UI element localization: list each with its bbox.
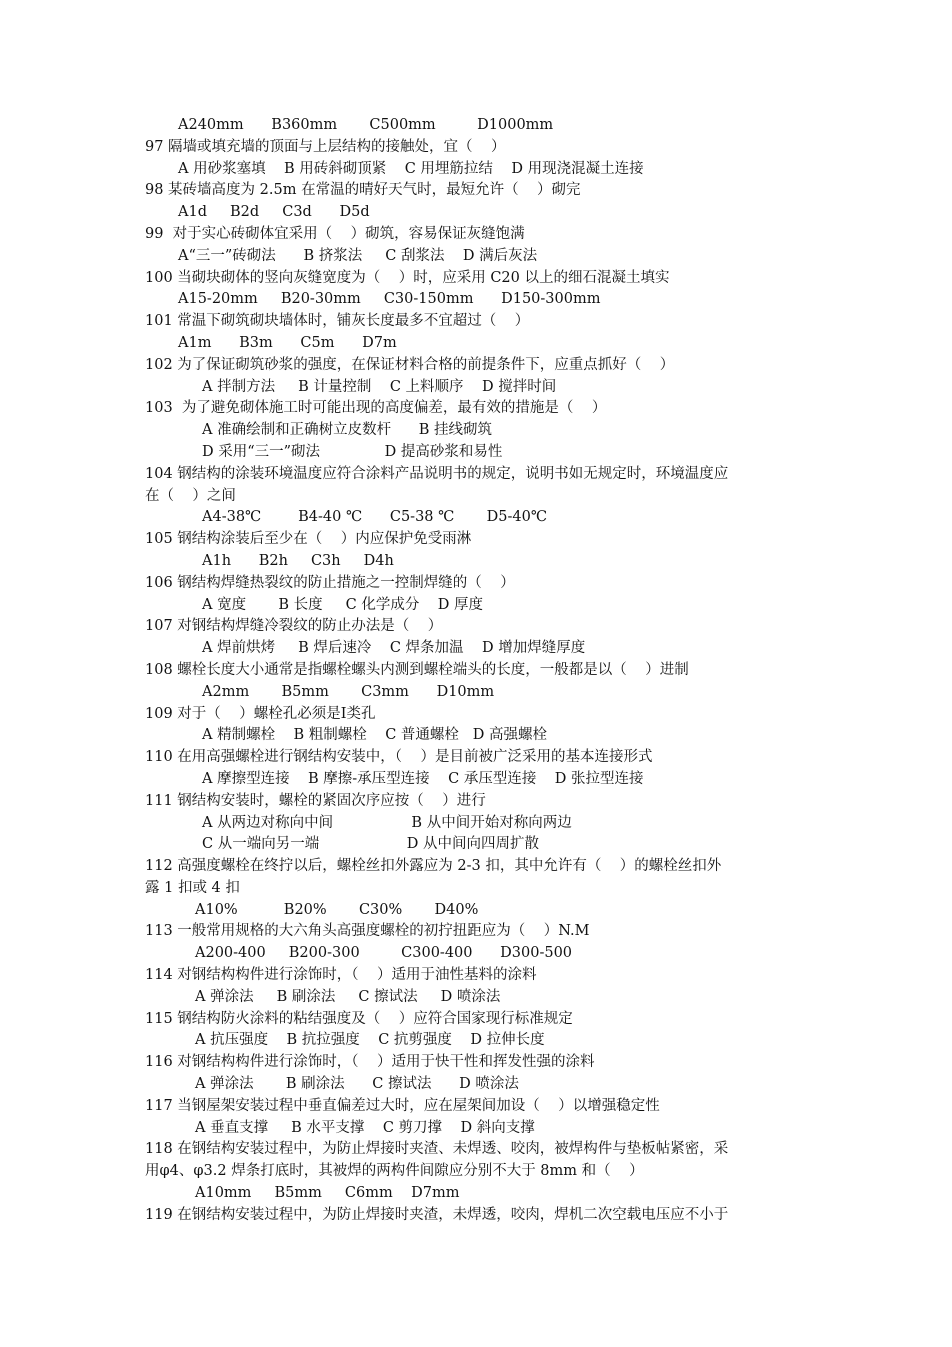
- options-line: C 从一端向另一端 D 从中间向四周扩散: [202, 836, 540, 853]
- question-line: 115 钢结构防火涂料的粘结强度及（ ）应符合国家现行标准规定: [145, 1010, 573, 1027]
- question-line: 113 一般常用规格的大六角头高强度螺栓的初拧扭距应为（ ）N.M: [145, 923, 590, 940]
- question-line: 98 某砖墙高度为 2.5m 在常温的晴好天气时，最短允许（ ）砌完: [145, 182, 581, 199]
- question-line: 114 对钢结构构件进行涂饰时，（ ）适用于油性基料的涂料: [145, 967, 537, 984]
- options-line: D 采用“三一”砌法 D 提高砂浆和易性: [202, 443, 503, 460]
- options-line: A1d B2d C3d D5d: [178, 204, 370, 221]
- options-line: A2mm B5mm C3mm D10mm: [202, 683, 495, 700]
- question-line: 101 常温下砌筑砌块墙体时，铺灰长度最多不宜超过（ ）: [145, 313, 530, 330]
- question-line: 119 在钢结构安装过程中，为防止焊接时夹渣，未焊透，咬肉，焊机二次空载电压应不小于: [145, 1206, 729, 1223]
- question-line: 在（ ）之间: [145, 487, 236, 504]
- question-line: 104 钢结构的涂装环境温度应符合涂料产品说明书的规定，说明书如无规定时，环境温度应: [145, 465, 729, 482]
- options-line: A 宽度 B 长度 C 化学成分 D 厚度: [202, 596, 484, 613]
- options-line: A 抗压强度 B 抗拉强度 C 抗剪强度 D 拉伸长度: [195, 1032, 545, 1049]
- options-line: A15-20mm B20-30mm C30-150mm D150-300mm: [178, 291, 601, 308]
- question-line: 110 在用高强螺栓进行钢结构安装中，（ ）是目前被广泛采用的基本连接形式: [145, 749, 653, 766]
- question-line: 109 对于（ ）螺栓孔必须是Ⅰ类孔: [145, 705, 376, 722]
- options-line: A240mm B360mm C500mm D1000mm: [178, 117, 554, 133]
- question-line: 103 为了避免砌体施工时可能出现的高度偏差，最有效的措施是（ ）: [145, 400, 607, 417]
- question-line: 116 对钢结构构件进行涂饰时，（ ）适用于快干性和挥发性强的涂料: [145, 1054, 595, 1071]
- options-line: A 拌制方法 B 计量控制 C 上料顺序 D 搅拌时间: [202, 378, 557, 395]
- options-line: A 焊前烘烤 B 焊后速冷 C 焊条加温 D 增加焊缝厚度: [202, 640, 586, 657]
- options-line: A“三一”砖砌法 B 挤浆法 C 刮浆法 D 满后灰法: [178, 247, 538, 264]
- question-line: 111 钢结构安装时，螺栓的紧固次序应按（ ）进行: [145, 792, 486, 809]
- options-line: A 准确绘制和正确树立皮数杆 B 挂线砌筑: [202, 422, 492, 439]
- options-line: A 从两边对称向中间 B 从中间开始对称向两边: [202, 814, 572, 831]
- options-line: A 摩擦型连接 B 摩擦-承压型连接 C 承压型连接 D 张拉型连接: [202, 770, 644, 787]
- question-line: 117 当钢屋架安装过程中垂直偏差过大时，应在屋架间加设（ ）以增强稳定性: [145, 1097, 660, 1114]
- options-line: A 弹涂法 B 刷涂法 C 擦试法 D 喷涂法: [195, 988, 501, 1005]
- question-line: 106 钢结构焊缝热裂纹的防止措施之一控制焊缝的（ ）: [145, 574, 515, 591]
- options-line: A200-400 B200-300 C300-400 D300-500: [195, 945, 573, 962]
- options-line: A1h B2h C3h D4h: [202, 552, 394, 569]
- options-line: A10mm B5mm C6mm D7mm: [195, 1185, 460, 1202]
- options-line: A 精制螺栓 B 粗制螺栓 C 普通螺栓 D 高强螺栓: [202, 727, 547, 744]
- question-line: 118 在钢结构安装过程中，为防止焊接时夹渣、未焊透、咬肉，被焊构件与垫板帖紧密，采: [145, 1141, 729, 1158]
- question-line: 105 钢结构涂装后至少在（ ）内应保护免受雨淋: [145, 531, 472, 548]
- options-line: A 垂直支撑 B 水平支撑 C 剪刀撑 D 斜向支撑: [195, 1119, 535, 1136]
- question-line: 97 隔墙或填充墙的顶面与上层结构的接触处，宜（ ）: [145, 138, 506, 155]
- question-line: 99 对于实心砖砌体宜采用（ ）砌筑，容易保证灰缝饱满: [145, 225, 525, 242]
- options-line: A 弹涂法 B 刷涂法 C 擦试法 D 喷涂法: [195, 1076, 519, 1093]
- options-line: A 用砂浆塞填 B 用砖斜砌顶紧 C 用埋筋拉结 D 用现浇混凝土连接: [178, 160, 644, 177]
- question-line: 112 高强度螺栓在终拧以后，螺栓丝扣外露应为 2-3 扣，其中允许有（ ）的螺栓丝扣外: [145, 858, 722, 875]
- question-line: 107 对钢结构焊缝冷裂纹的防止办法是（ ）: [145, 618, 443, 635]
- question-line: 108 螺栓长度大小通常是指螺栓螺头内测到螺栓端头的长度，一般都是以（ ）进制: [145, 661, 689, 678]
- question-line: 102 为了保证砌筑砂浆的强度，在保证材料合格的前提条件下，应重点抓好（ ）: [145, 356, 675, 373]
- question-line: 用φ4、φ3.2 焊条打底时，其被焊的两构件间隙应分别不大于 8mm 和（ ）: [145, 1163, 644, 1180]
- options-line: A10% B20% C30% D40%: [195, 901, 479, 918]
- options-line: A1m B3m C5m D7m: [178, 334, 397, 351]
- options-line: A4-38℃ B4-40 ℃ C5-38 ℃ D5-40℃: [202, 509, 548, 526]
- question-line: 100 当砌块砌体的竖向灰缝宽度为（ ）时，应采用 C20 以上的细石混凝土填实: [145, 269, 670, 286]
- question-line: 露 1 扣或 4 扣: [145, 879, 240, 896]
- question-list: [145, 115, 815, 1227]
